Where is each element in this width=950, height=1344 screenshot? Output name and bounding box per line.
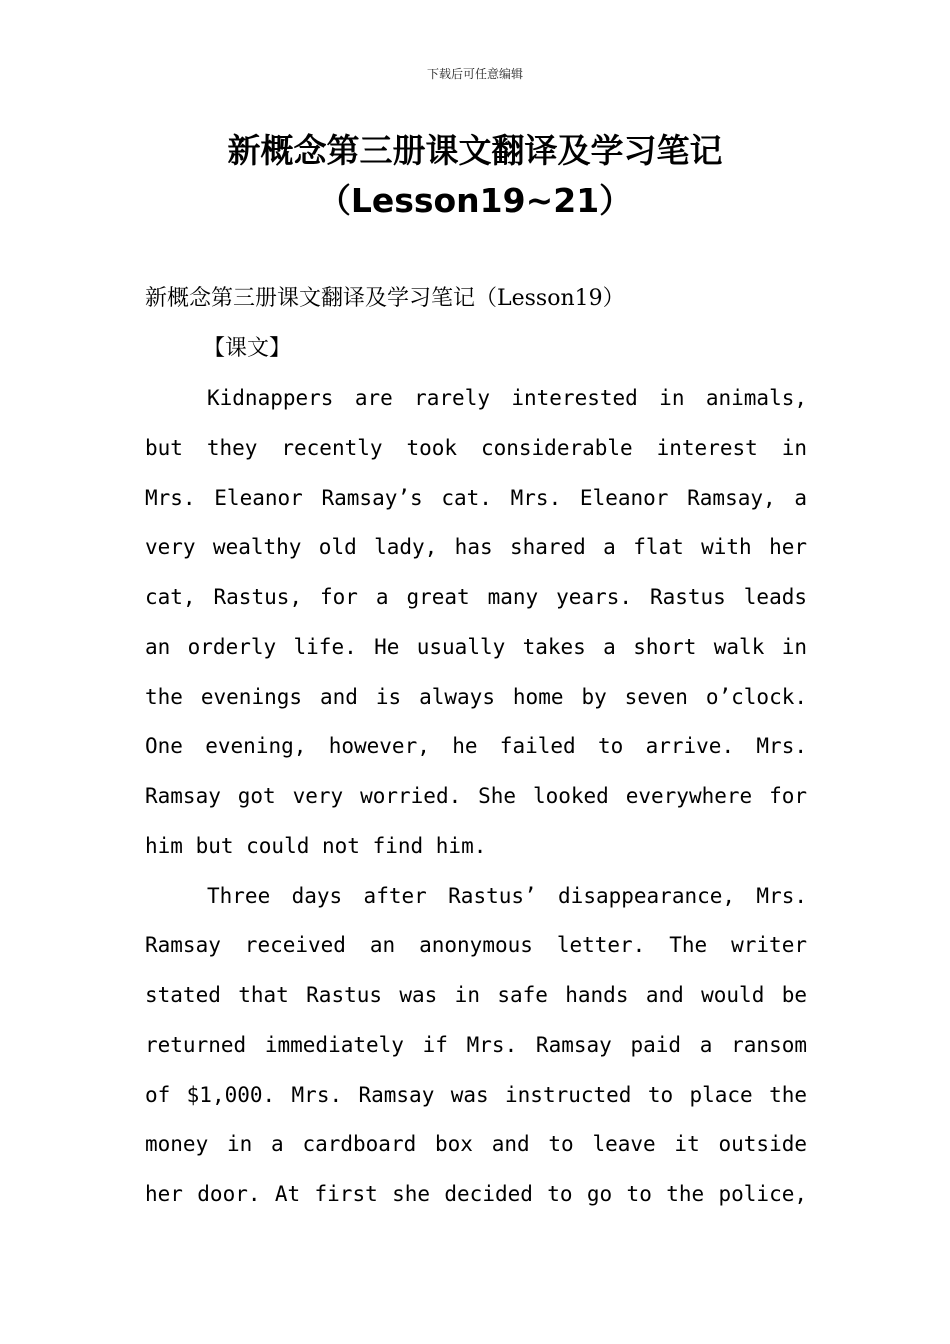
paragraph-line: Ramsay received an anonymous letter. The writer: [145, 933, 807, 958]
paragraph-line: cat, Rastus, for a great many years. Rastus leads: [145, 585, 807, 609]
paragraph-line: Three days after Rastus’ disappearance, Mrs.: [207, 883, 807, 908]
header-note: 下载后可任意编辑: [426, 67, 523, 81]
paragraph-line: of $1,000. Mrs. Ramsay was instructed to place the: [145, 1082, 807, 1107]
paragraph-1: [145, 374, 807, 872]
paragraph-line: but they recently took considerable interest in: [145, 435, 807, 460]
paragraph-line: Mrs. Eleanor Ramsay’s cat. Mrs. Eleanor Ramsay, a: [145, 485, 807, 510]
document-title-line-2: （Lesson19~21）: [317, 181, 633, 220]
document-title-line-1: 新概念第三册课文翻译及学习笔记: [227, 131, 723, 170]
paragraph-line: One evening, however, he failed to arrive. Mrs.: [145, 734, 807, 759]
paragraph-line: stated that Rastus was in safe hands and would be: [145, 983, 807, 1007]
paragraph-line: returned immediately if Mrs. Ramsay paid a ransom: [145, 1032, 807, 1057]
paragraph-line: the evenings and is always home by seven o’clock.: [145, 684, 807, 709]
section-heading: 新概念第三册课文翻译及学习笔记（Lesson19）: [145, 286, 625, 311]
paragraph-line: money in a cardboard box and to leave it outside: [145, 1132, 807, 1157]
paragraph-line: her door. At first she decided to go to the police,: [145, 1182, 807, 1206]
text-subheading: 【课文】: [203, 336, 292, 361]
paragraph-line: very wealthy old lady, has shared a flat with her: [145, 535, 807, 560]
paragraph-line: Kidnappers are rarely interested in animals,: [207, 386, 807, 410]
document-body: [145, 274, 807, 1220]
paragraph-line: an orderly life. He usually takes a short walk in: [145, 634, 807, 659]
paragraph-2: [145, 872, 807, 1220]
paragraph-line: Ramsay got very worried. She looked everywhere for: [145, 784, 807, 808]
paragraph-line: him but could not find him.: [145, 833, 487, 858]
document-title: [0, 126, 950, 226]
